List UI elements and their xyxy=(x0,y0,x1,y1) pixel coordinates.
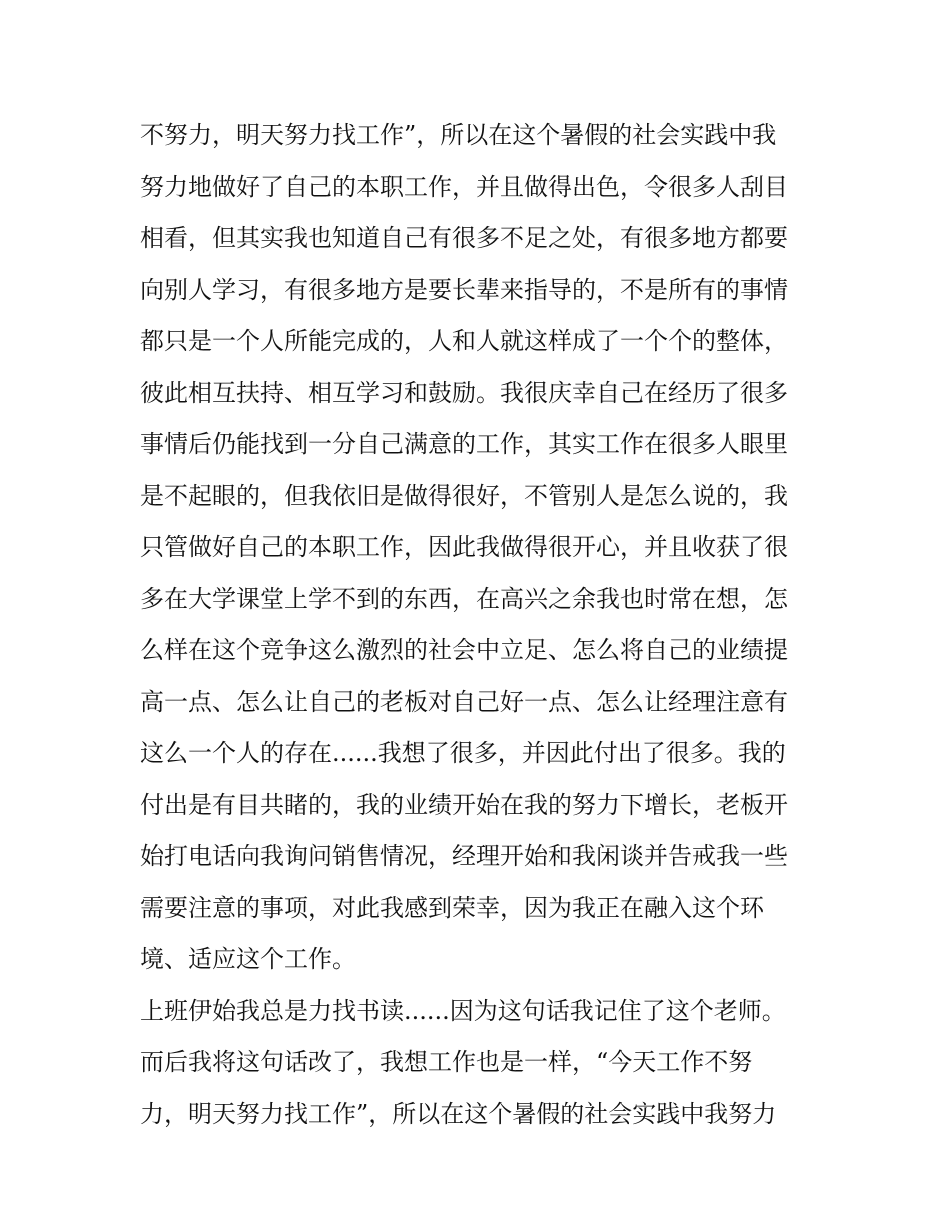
paragraph-1 xyxy=(140,110,820,986)
text-line: 都只是一个人所能完成的，人和人就这样成了一个个的整体， xyxy=(140,327,788,355)
text-line: 付出是有目共睹的，我的业绩开始在我的努力下增长，老板开 xyxy=(140,790,788,819)
text-line: 相看，但其实我也知道自己有很多不足之处，有很多地方都要 xyxy=(140,224,788,252)
text-line: 高一点、怎么让自己的老板对自己好一点、怎么让经理注意有 xyxy=(140,687,788,716)
text-line: 么样在这个竞争这么激烈的社会中立足、怎么将自己的业绩提 xyxy=(140,636,788,664)
text-line: 努力地做好了自己的本职工作，并且做得出色，令很多人刮目 xyxy=(140,172,788,201)
text-line: 事情后仍能找到一分自己满意的工作，其实工作在很多人眼里 xyxy=(140,430,788,458)
body-text xyxy=(140,110,820,1140)
text-line: 是不起眼的，但我依旧是做得很好，不管别人是怎么说的，我 xyxy=(140,481,788,510)
text-line: 需要注意的事项，对此我感到荣幸，因为我正在融入这个环 xyxy=(140,893,764,922)
text-line: 始打电话向我询问销售情况，经理开始和我闲谈并告戒我一些 xyxy=(140,842,788,870)
text-line: 不努力，明天努力找工作”，所以在这个暑假的社会实践中我 xyxy=(140,121,777,149)
text-line: 彼此相互扶持、相互学习和鼓励。我很庆幸自己在经历了很多 xyxy=(140,378,788,407)
text-line: 力，明天努力找工作”，所以在这个暑假的社会实践中我努力 xyxy=(140,1099,777,1128)
text-line: 这么一个人的存在......我想了很多，并因此付出了很多。我的 xyxy=(140,739,786,767)
text-line: 向别人学习，有很多地方是要长辈来指导的，不是所有的事情 xyxy=(140,275,788,304)
text-line: 境、适应这个工作。 xyxy=(140,945,356,973)
text-line: 多在大学课堂上学不到的东西，在高兴之余我也时常在想，怎 xyxy=(140,584,788,613)
text-line: 上班伊始我总是力找书读......因为这句话我记住了这个老师。 xyxy=(140,996,786,1025)
paragraph-2 xyxy=(140,986,820,1141)
text-line: 只管做好自己的本职工作，因此我做得很开心，并且收获了很 xyxy=(140,533,788,561)
text-line: 而后我将这句话改了，我想工作也是一样，“今天工作不努 xyxy=(140,1048,753,1076)
